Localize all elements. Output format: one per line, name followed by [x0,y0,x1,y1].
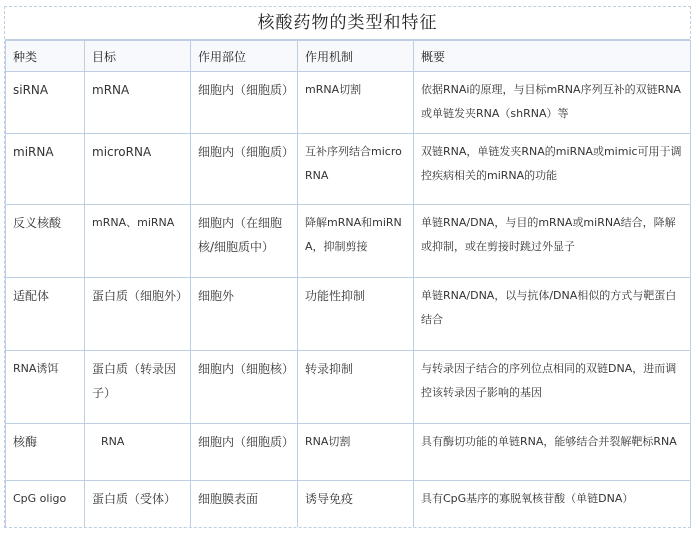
header-summary: 概要 [414,41,691,72]
drug-table-container [4,6,691,528]
table-row [6,72,691,134]
cell-kind: 适配体 [6,278,85,351]
header-mechanism: 作用机制 [298,41,414,72]
table-row [6,134,691,205]
cell-mechanism: 功能性抑制 [298,278,414,351]
table-row [6,205,691,278]
cell-summary: 与转录因子结合的序列位点相同的双链DNA，进而调控该转录因子影响的基因 [414,351,691,424]
header-site: 作用部位 [191,41,298,72]
cell-target: 蛋白质（受体） [85,481,191,528]
cell-mechanism: 转录抑制 [298,351,414,424]
cell-summary: 依据RNAi的原理，与目标mRNA序列互补的双链RNA或单链发夹RNA（shRNA）等 [414,72,691,134]
table-title: 核酸药物的类型和特征 [5,7,690,40]
cell-target: mRNA、miRNA [85,205,191,278]
cell-target: mRNA [85,72,191,134]
cell-kind: siRNA [6,72,85,134]
cell-site: 细胞内（细胞质） [191,72,298,134]
cell-mechanism: 诱导免疫 [298,481,414,528]
cell-kind: RNA诱饵 [6,351,85,424]
cell-target: RNA [85,424,191,481]
table-row [6,481,691,528]
table-row [6,424,691,481]
cell-mechanism: 降解mRNA和miRNA，抑制剪接 [298,205,414,278]
cell-target: 蛋白质（转录因子） [85,351,191,424]
cell-summary: 单链RNA/DNA，以与抗体/DNA相似的方式与靶蛋白结合 [414,278,691,351]
cell-site: 细胞膜表面 [191,481,298,528]
cell-summary: 具有酶切功能的单链RNA，能够结合并裂解靶标RNA [414,424,691,481]
cell-mechanism: mRNA切割 [298,72,414,134]
cell-kind: miRNA [6,134,85,205]
cell-site: 细胞内（在细胞核/细胞质中） [191,205,298,278]
nucleic-acid-drug-table [5,40,691,527]
cell-site: 细胞内（细胞核） [191,351,298,424]
cell-summary: 单链RNA/DNA，与目的mRNA或miRNA结合，降解或抑制，或在剪接时跳过外显子 [414,205,691,278]
cell-mechanism: 互补序列结合microRNA [298,134,414,205]
table-row [6,278,691,351]
cell-mechanism: RNA切割 [298,424,414,481]
header-kind: 种类 [6,41,85,72]
cell-target: microRNA [85,134,191,205]
cell-kind: 核酶 [6,424,85,481]
table-row [6,351,691,424]
header-target: 目标 [85,41,191,72]
cell-kind: 反义核酸 [6,205,85,278]
header-row [6,41,691,72]
cell-site: 细胞外 [191,278,298,351]
cell-kind: CpG oligo [6,481,85,528]
cell-site: 细胞内（细胞质） [191,134,298,205]
cell-target: 蛋白质（细胞外） [85,278,191,351]
cell-summary: 具有CpG基序的寡脱氧核苷酸（单链DNA） [414,481,691,528]
cell-summary: 双链RNA，单链发夹RNA的miRNA或mimic可用于调控疾病相关的miRNA的功能 [414,134,691,205]
cell-site: 细胞内（细胞质） [191,424,298,481]
